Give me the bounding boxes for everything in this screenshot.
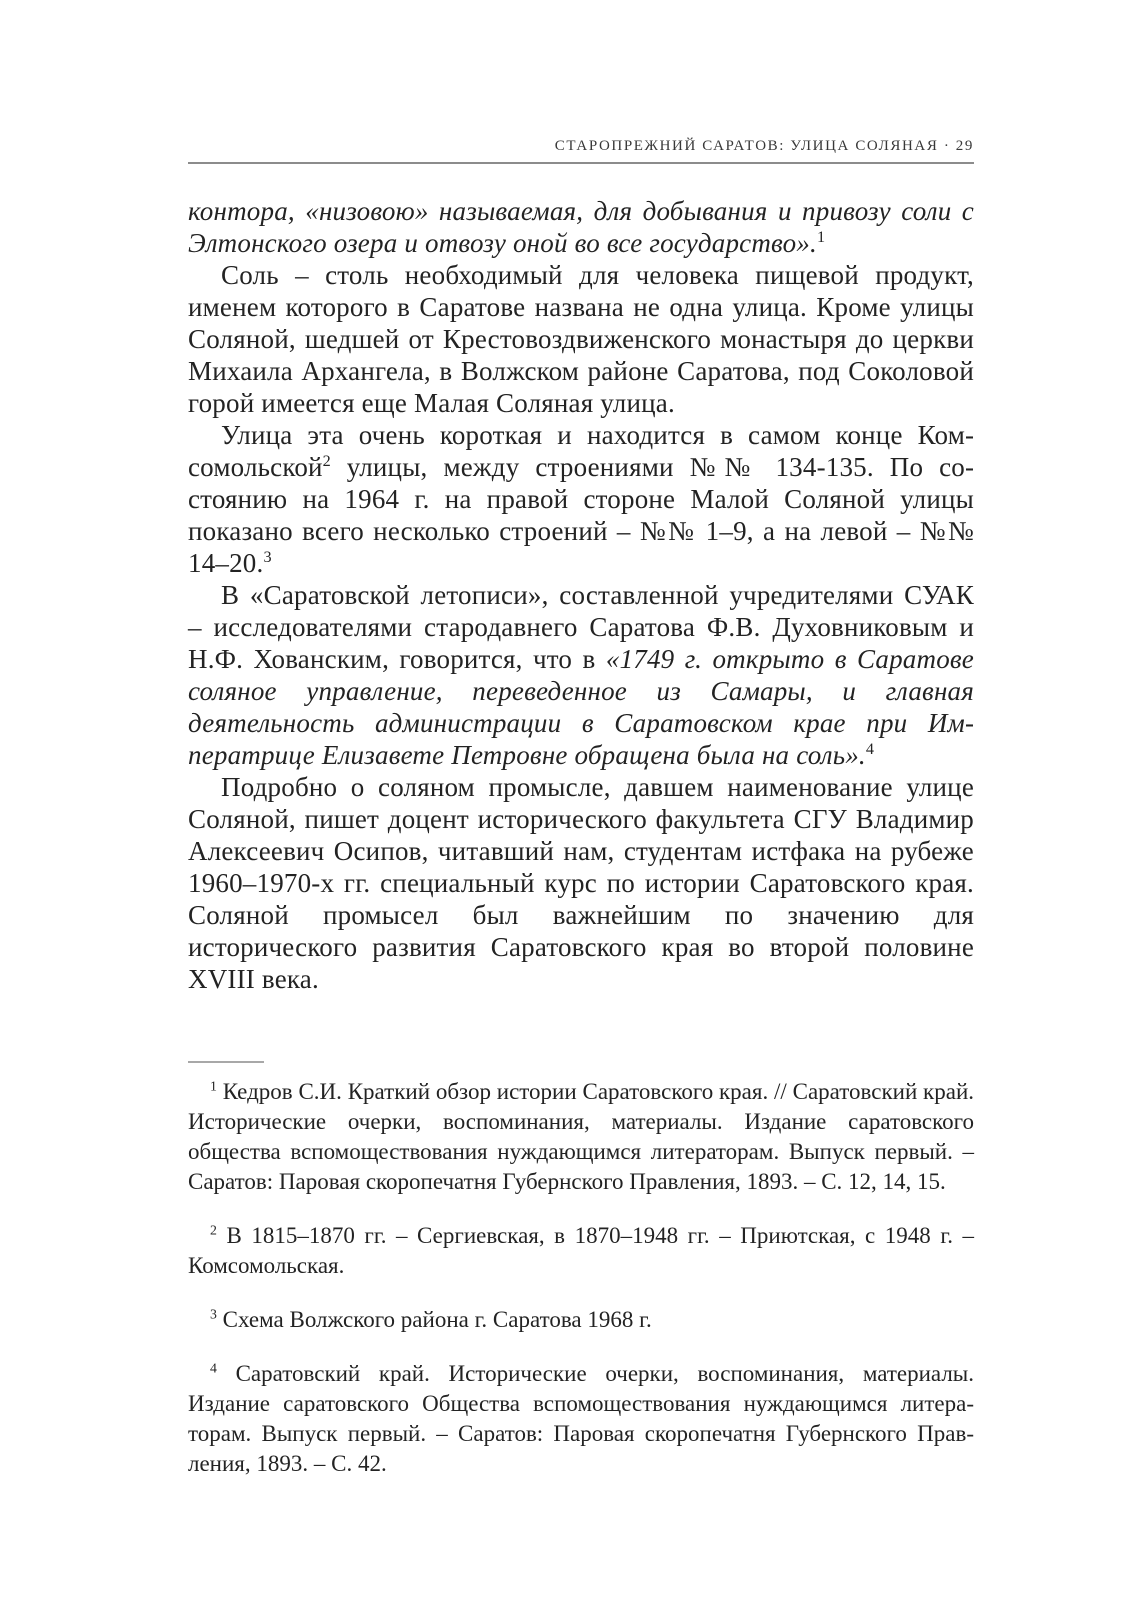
footnotes-section [188,1061,974,1479]
paragraph-salt-industry [188,771,974,995]
page-number: 29 [955,138,974,154]
footnote-1 [188,1077,974,1197]
italic-text-run: контора, «низовою» называемая, для добывания и привозу соли с Элтонского озера и отвозу оной во все государство». [188,196,974,258]
paragraph-street-location [188,419,974,579]
footnote-marker: 2 [210,1222,217,1238]
text-run: Соль – столь необходимый для человека пищевой продукт, именем которого в Саратове названа не одна улица. Кроме улицы Соляной, шедшей от Крестовоздвиженского монастыря до церкви Михаила Архангела, в Волжском районе Саратова, под Соколовой горой имеется еще Малая Соляная улица. [188,260,974,418]
footnote-marker: 4 [210,1360,217,1376]
footnote-separator [188,1061,264,1063]
paragraph-quote-continuation [188,195,974,259]
footnote-text: Схема Волжского района г. Саратова 1968 г. [222,1307,652,1332]
italic-text-run: «1749 г. открыто в Саратове соляное управление, переведенное из Самары, и главная деятельность администрации в Саратовском крае при Императрице Елизавете Петровне обращена была на соль». [188,644,974,770]
footnote-4 [188,1359,974,1479]
text-run: В «Саратовской летописи», составленной учредителями СУАК – исследователями стародавнего Саратова Ф.В. Духовниковым и Н.Ф. Хованским, говорится, что в [188,580,974,674]
text-run: улицы, между строениями №№ 134-135. По состоянию на 1964 г. на правой стороне Малой Соляной улицы показано всего несколько строений – №№ 1–9, а на левой – №№ 14–20. [188,452,974,578]
footnote-reference: 3 [263,548,272,566]
body-text [188,195,974,995]
footnote-text: В 1815–1870 гг. – Сергиевская, в 1870–1948 гг. – Приютская, с 1948 г. – Комсомольская. [188,1223,975,1278]
text-run: Подробно о соляном промысле, давшем наименование улице Соляной, пишет доцент исторического факультета СГУ Владимир Алексеевич Осипов, читавший нам, студентам истфака на рубеже 1960–1970-х гг. специальный курс по истории Саратовского края. Соляной промысел был важнейшим по значению для исторического развития Саратовского края во второй половине XVIII века. [188,772,974,994]
running-title: СТАРОПРЕЖНИЙ САРАТОВ: УЛИЦА СОЛЯНАЯ [554,138,939,154]
footnote-reference: 2 [322,452,331,470]
page-content [188,0,974,1479]
header-rule [188,162,974,164]
footnote-marker: 3 [210,1306,217,1322]
footnote-text: Саратовский край. Исторические очерки, воспоминания, материалы. Издание саратовского Общества вспомоществования нуждающимся литераторам. Выпуск первый. – Саратов: Паровая скоропечатня Губернского Правления, 1893. – С. 42. [188,1361,974,1476]
footnote-3 [188,1305,974,1335]
paragraph-saratov-chronicle [188,579,974,771]
text-run: Улица эта очень короткая и находится в самом конце Комсомольской [188,420,974,482]
page-header [188,0,974,155]
footnote-marker: 1 [210,1078,217,1094]
footnote-2 [188,1221,974,1281]
header-separator: · [943,138,951,154]
footnote-reference: 4 [865,740,874,758]
paragraph-salt-product [188,259,974,419]
footnote-text: Кедров С.И. Краткий обзор истории Саратовского края. // Саратовский край. Исторические очерки, воспоминания, материалы. Издание саратовского общества вспомоществования нуждающимся литераторам. Выпуск первый. – Саратов: Паровая скоропечатня Губернского Правления, 1893. – С. 12, 14, 15. [188,1079,974,1194]
footnote-reference: 1 [816,228,826,246]
